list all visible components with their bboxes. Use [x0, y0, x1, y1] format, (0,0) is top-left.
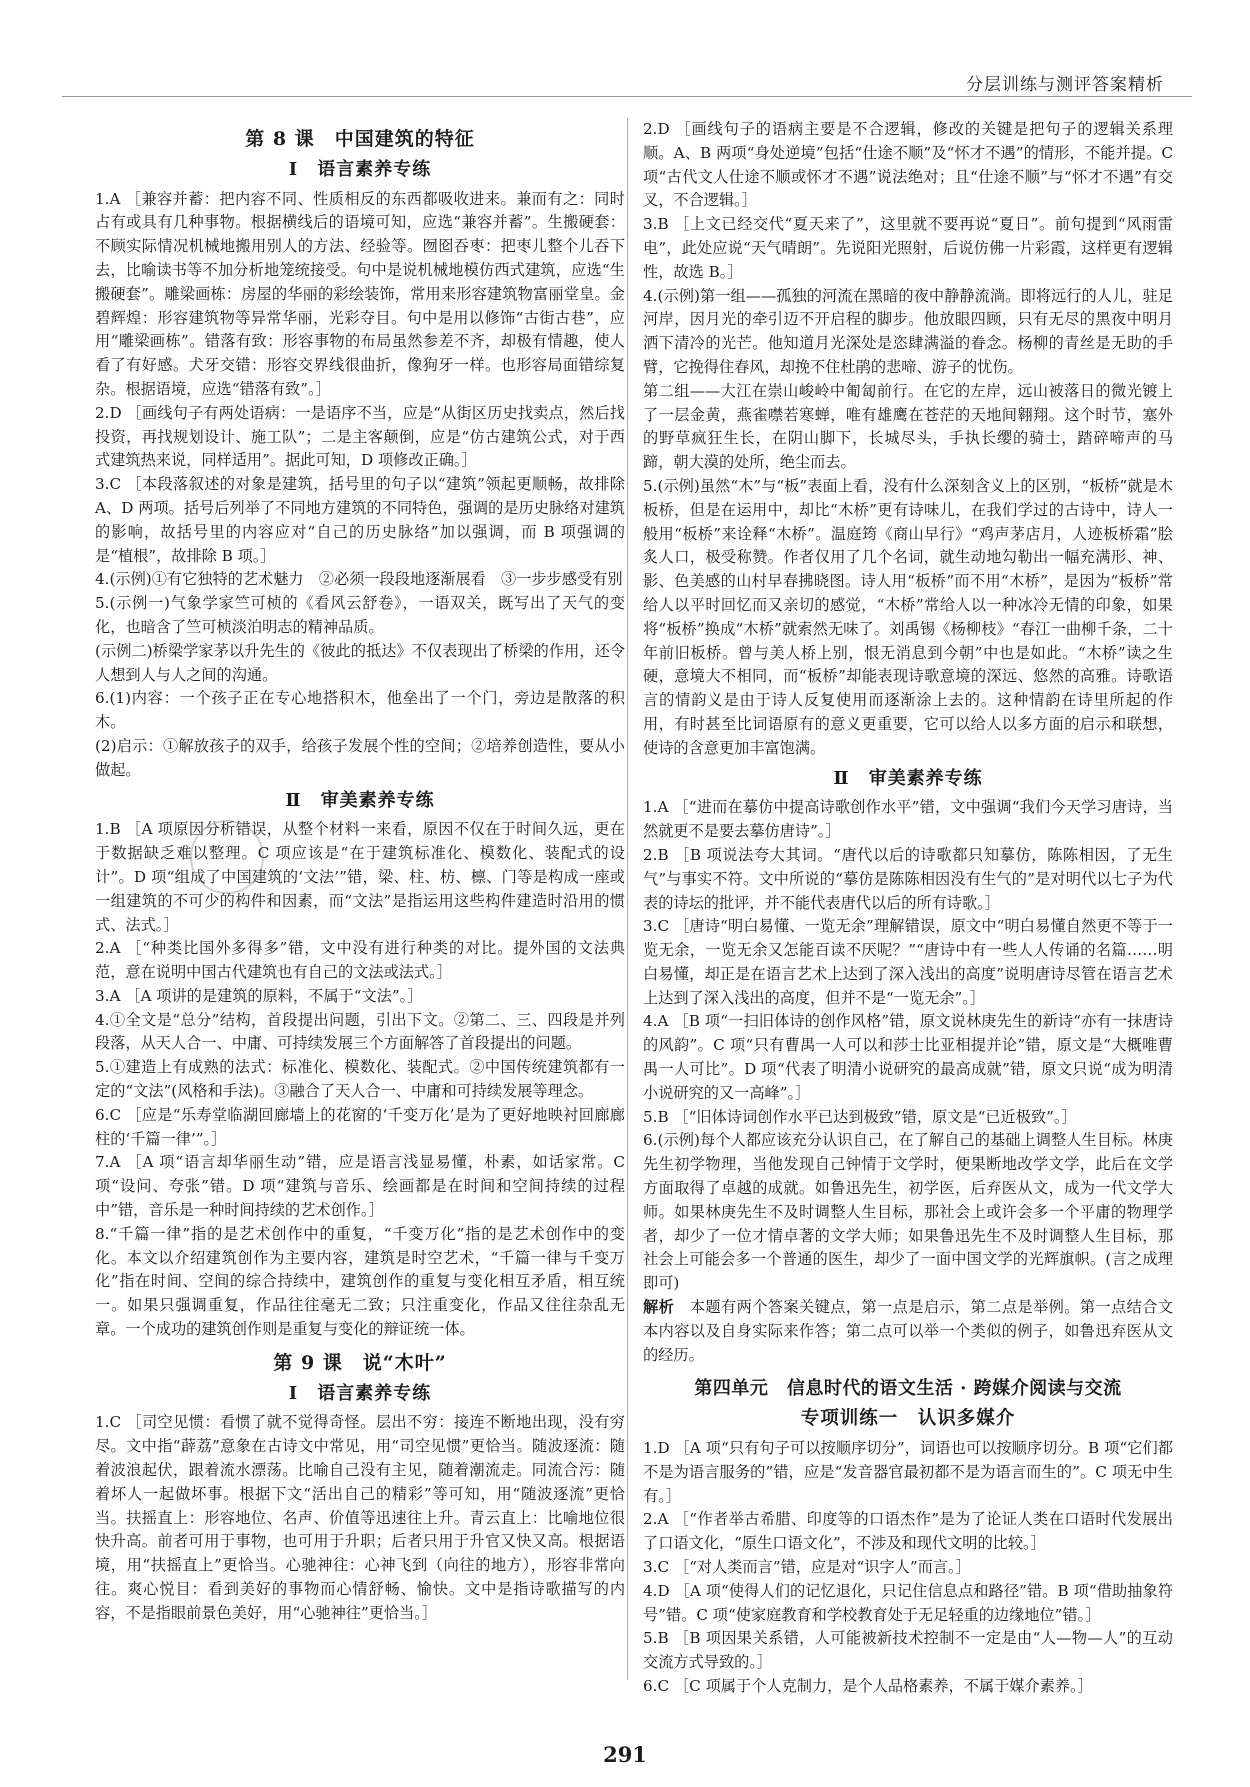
lesson-9-title: 第 9 课 说“木叶” [273, 1351, 447, 1374]
lesson-8-title: 第 8 课 中国建筑的特征 [245, 128, 475, 150]
answer-item: 第二组——大江在崇山峻岭中匍匐前行。在它的左岸，远山被落日的微光镀上了一层金黄，燕雀噤若寒蝉，唯有雄鹰在苍茫的天地间翱翔。这个时节，塞外的野草疯狂生长，在阴山脚下，长城尽头，手执长缨的骑士，踏碎啼声的马蹄，朝大漠的处所，绝尘而去。 [643, 381, 1173, 472]
running-header: 分层训练与测评答案精析 [966, 75, 1164, 95]
analysis-text: 本题有两个答案关键点，第一点是启示，第二点是举例。第一点结合文本内容以及自身实际来作答；第二点可以举一个类似的例子，如鲁迅弃医从文的经历。 [643, 1298, 1174, 1364]
answer-item: 5.(示例)虽然“木”与“板”表面上看，没有什么深刻含义上的区别，“板桥”就是木板桥，但是在运用中，却比“木桥”更有诗味儿，在我们学过的古诗中，诗人一般用“板桥”来诠释“木桥”。温庭筠《商山早行》“鸡声茅店月，人迹板桥霜”脍炙人口，极受称赞。作者仅用了几个名词，就生动地勾勒出一幅充满形、神、影、色美感的山村早春拂晓图。诗人用“板桥”而不用“木桥”，是因为“板桥”常给人以平时回忆而又亲切的感觉，“木桥”常给人以一种冰冷无情的印象，如果将“板桥”换成“木桥”就索然无味了。刘禹锡《杨柳枝》“春江一曲柳千条，二十年前旧板桥。曾与美人桥上别，恨无消息到今朝”中也是如此。“木桥”读之生硬，意境大不相同，而“板桥”却能表现诗歌意境的深远、悠然的高雅。诗歌语言的情韵义是由于诗人反复使用而逐渐涂上去的。这种情韵在诗里所起的作用，有时甚至比词语原有的意义更重要，它可以给人以多方面的启示和联想，使诗的含意更加丰富饱满。 [643, 476, 1173, 757]
answer-item: 1.A ［兼容并蓄：把内容不同、性质相反的东西都吸收进来。兼而有之：同时占有或具有几种事物。根据横线后的语境可知，应选“兼容并蓄”。生搬硬套：不顾实际情况机械地搬用别人的方法、经验等。囫囵吞枣：把枣儿整个儿吞下去，比喻读书等不加分析地笼统接受。句中是说机械地模仿西式建筑，应选“生搬硬套”。雕梁画栋：房屋的华丽的彩绘装饰，常用来形容建筑物富丽堂皇。金碧辉煌：形容建筑物等异常华丽，光彩夺目。句中是用以修饰“古街古巷”，应用“雕梁画栋”。错落有致：形容事物的布局虽然参差不齐，却极有情趣，使人看了有好感。犬牙交错：形容交界线很曲折，像狗牙一样。也形容局面错综复杂。根据语境，应选“错落有致”。］ [95, 189, 625, 398]
analysis-note [643, 1296, 1173, 1367]
answer-item: 6.C ［应是“乐寿堂临湖回廊墙上的花窗的‘千变万化’是为了更好地映衬回廊廊柱的‘千篇一律’”。］ [95, 1105, 625, 1148]
answer-item: 6.(1)内容：一个孩子正在专心地搭积木，他垒出了一个门，旁边是散落的积木。 [95, 689, 625, 732]
answer-item: 3.A ［A 项讲的是建筑的原料，不属于“文法”。］ [95, 986, 423, 1005]
answer-item: 1.A ［“进而在摹仿中提高诗歌创作水平”错，文中强调“我们今天学习唐诗，当然就更不是要去摹仿唐诗”。］ [643, 798, 1173, 841]
answer-item: 2.B ［B 项说法夸大其词。“唐代以后的诗歌都只知摹仿，陈陈相因，了无生气”与事实不符。文中所说的“摹仿是陈陈相因没有生气的”是对明代以七子为代表的诗坛的批评，并不能代表唐代以后的所有诗歌。］ [643, 845, 1173, 912]
answer-item: 5.B ［“旧体诗词创作水平已达到极致”错，原文是“已近极致”。］ [643, 1107, 1077, 1126]
answer-item: 3.C ［唐诗“明白易懂、一览无余”理解错误，原文中“明白易懂自然更不等于一览无余，一览无余又怎能百读不厌呢？”“唐诗中有一些人人传诵的名篇……明白易懂，却正是在语言艺术上达到了深入浅出的高度”说明唐诗尽管在语言艺术上达到了深入浅出的高度，但并不是“一览无余”。］ [643, 917, 1173, 1007]
special-training-title: 专项训练一 认识多媒介 [800, 1408, 1016, 1430]
answer-item: 1.B ［A 项原因分析错误，从整个材料一来看，原因不仅在于时间久远，更在于数据缺乏难以整理。C 项应该是“在于建筑标准化、模数化、装配式的设计”。D 项“组成了中国建筑的‘文法’”错，梁、柱、枋、檩、门等是构成一座或一组建筑的不可少的构件和因素，而“文法”是指运用这些构件建造时沿用的惯式、法式。］ [95, 820, 625, 934]
unit-4-title: 第四单元 信息时代的语文生活 · 跨媒介阅读与交流 [694, 1378, 1122, 1400]
section-aesthetic-literacy-2: Ⅱ 审美素养专练 [833, 767, 983, 789]
answer-item: 2.D ［画线句子的语病主要是不合逻辑，修改的关键是把句子的逻辑关系理顺。A、B 两项“身处逆境”包括“仕途不顺”及“怀才不遇”的情形，不能并提。C 项“古代文人仕途不顺或怀才不遇”说法绝对；且“仕途不顺”与“怀才不遇”有交叉，不合逻辑。］ [643, 120, 1173, 210]
answer-item: 5.(示例一)气象学家竺可桢的《看风云舒卷》，一语双关，既写出了天气的变化，也暗含了竺可桢淡泊明志的精神品质。 [95, 594, 625, 636]
answer-item: 5.①建造上有成熟的法式：标准化、模数化、装配式。②中国传统建筑都有一定的“文法”(风格和手法)。③融合了天人合一、中庸和可持续发展等理念。 [95, 1058, 625, 1101]
answer-item: 2.A ［“作者举古希腊、印度等的口语杰作”是为了论证人类在口语时代发展出了口语文化，“原生口语文化”，不涉及和现代文明的比较。］ [643, 1510, 1173, 1553]
analysis-label: 解析 [643, 1298, 675, 1317]
answer-item: 4.A ［B 项“一扫旧体诗的创作风格”错，原文说林庚先生的新诗“亦有一抹唐诗的风韵”。C 项“只有曹禺一人可以和莎士比亚相提并论”错，原文是“大概唯曹禺一人可比”。D 项“代表了明清小说研究的最高成就”错，原文只说“成为明清小说研究的又一高峰”。］ [643, 1012, 1173, 1102]
header-rule [62, 96, 1192, 97]
left-column [95, 118, 625, 1626]
answer-item: (2)启示：①解放孩子的双手，给孩子发展个性的空间；②培养创造性，要从小做起。 [95, 736, 625, 779]
answer-item: 1.C ［司空见惯：看惯了就不觉得奇怪。层出不穷：接连不断地出现，没有穷尽。文中指“薜荔”意象在古诗文中常见，用“司空见惯”更恰当。随波逐流：随着波浪起伏，跟着流水漂荡。比喻自己没有主见，随着潮流走。同流合污：随着坏人一起做坏事。根据下文“活出自己的精彩”等可知，用“随波逐流”更恰当。扶摇直上：形容地位、名声、价值等迅速往上升。青云直上：比喻地位很快升高。前者可用于事物，也可用于升职；后者只用于升官又快又高。根据语境，用“扶摇直上”更恰当。心驰神往：心神飞到（向往的地方），形容非常向往。爽心悦目：看到美好的事物而心情舒畅、愉快。文中是指诗歌描写的内容，不是指眼前景色美好，用“心驰神往”更恰当。］ [95, 1413, 625, 1622]
section-aesthetic-literacy-1: Ⅱ 审美素养专练 [285, 789, 435, 811]
answer-item: 7.A ［A 项“语言却华丽生动”错，应是语言浅显易懂，朴素，如话家常。C 项“设问、夸张”错。D 项“建筑与音乐、绘画都是在时间和空间持续的过程中”错，音乐是一种时间持续的艺术创作。］ [95, 1153, 625, 1220]
answer-item: (示例二)桥梁学家茅以升先生的《彼此的抵达》不仅表现出了桥梁的作用，还令人想到人与人之间的沟通。 [95, 641, 625, 684]
section-language-literacy-2: Ⅰ 语言素养专练 [288, 1382, 432, 1404]
answer-item: 4.①全文是“总分”结构，首段提出问题，引出下文。②第二、三、四段是并列段落，从天人合一、中庸、可持续发展三个方面解答了首段提出的问题。 [95, 1010, 625, 1053]
answer-item: 3.C ［本段落叙述的对象是建筑，括号里的句子以“建筑”领起更顺畅，故排除 A、D 两项。括号后列举了不同地方建筑的不同特色，强调的是历史脉络对建筑的影响，故括号里的内容应对“自己的历史脉络”加以强调，而 B 项强调的是“植根”，故排除 B 项。］ [95, 475, 625, 565]
answer-item: 5.B ［B 项因果关系错，人可能被新技术控制不一定是由“人—物—人”的互动交流方式导致的。］ [643, 1629, 1173, 1672]
page-number: 291 [603, 1742, 647, 1767]
right-column [643, 118, 1173, 1699]
answer-item: 1.D ［A 项“只有句子可以按顺序切分”，词语也可以按顺序切分。B 项“它们都不是为语言服务的”错，应是“发音器官最初都不是为语言而生的”。C 项无中生有。］ [643, 1439, 1173, 1505]
answer-item: 2.A ［“种类比国外多得多”错，文中没有进行种类的对比。提外国的文法典范，意在说明中国古代建筑也有自己的文法或法式。］ [95, 939, 625, 982]
answer-item: 4.(示例)第一组——孤独的河流在黑暗的夜中静静流淌。即将远行的人儿，驻足河岸，因月光的牵引迈不开启程的脚步。他放眼四顾，只有无尽的黑夜中明月洒下清冷的光芒。他知道月光深处是恣肆满溢的眷念。杨柳的青丝是无助的手臂，它挽得住春风，却挽不住杜鹃的悲啼、游子的忧伤。 [643, 286, 1173, 376]
answer-item: 3.C ［“对人类而言”错，应是对“识字人”而言。］ [643, 1558, 971, 1577]
answer-item: 8.“千篇一律”指的是艺术创作中的重复，“千变万化”指的是艺术创作中的变化。本文以介绍建筑创作为主要内容，建筑是时空艺术，“千篇一律与千变万化”指在时间、空间的综合持续中，建筑创作的重复与变化相互矛盾，相互统一。如果只强调重复，作品往往毫无二致；只注重变化，作品又往往杂乱无章。一个成功的建筑创作则是重复与变化的辩证统一体。 [95, 1224, 625, 1339]
answer-item: 4.(示例)①有它独特的艺术魅力 ②必须一段段地逐渐展看 ③一步步感受有别 [95, 570, 623, 589]
answer-item: 6.C ［C 项属于个人克制力，是个人品格素养，不属于媒介素养。］ [643, 1677, 1093, 1695]
answer-item: 4.D ［A 项“使得人们的记忆退化，只记住信息点和路径”错。B 项“借助抽象符号”错。C 项“使家庭教育和学校教育处于无足轻重的边缘地位”错。］ [643, 1581, 1173, 1624]
faded-stamp-watermark [190, 820, 264, 894]
section-language-literacy-1: Ⅰ 语言素养专练 [288, 158, 432, 180]
answer-item: 2.D ［画线句子有两处语病：一是语序不当，应是“从街区历史找卖点，然后找投资，再找规划设计、施工队”；二是主客颠倒，应是“仿古建筑公式，对于西式建筑热来说，同样适用”。据此可知，D 项修改正确。］ [95, 403, 625, 470]
answer-item: 3.B ［上文已经交代“夏天来了”，这里就不要再说“夏日”。前句提到“风雨雷电”，此处应说“天气晴朗”。先说阳光照射，后说仿佛一片彩霞，这样更有逻辑性，故选 B。］ [643, 215, 1173, 281]
answer-item: 6.(示例)每个人都应该充分认识自己，在了解自己的基础上调整人生目标。林庚先生初学物理，当他发现自己钟情于文学时，便果断地改学文学，此后在文学方面取得了卓越的成就。如鲁迅先生，初学医，后弃医从文，成为一代文学大师。如果林庚先生不及时调整人生目标，那社会上或许会多一个平庸的物理学者，却少了一位才情卓著的文学大师；如果鲁迅先生不及时调整人生目标，那社会上可能会多一个普通的医生，却少了一面中国文学的光辉旗帜。(言之成理即可) [643, 1131, 1173, 1293]
column-divider [627, 118, 628, 1680]
